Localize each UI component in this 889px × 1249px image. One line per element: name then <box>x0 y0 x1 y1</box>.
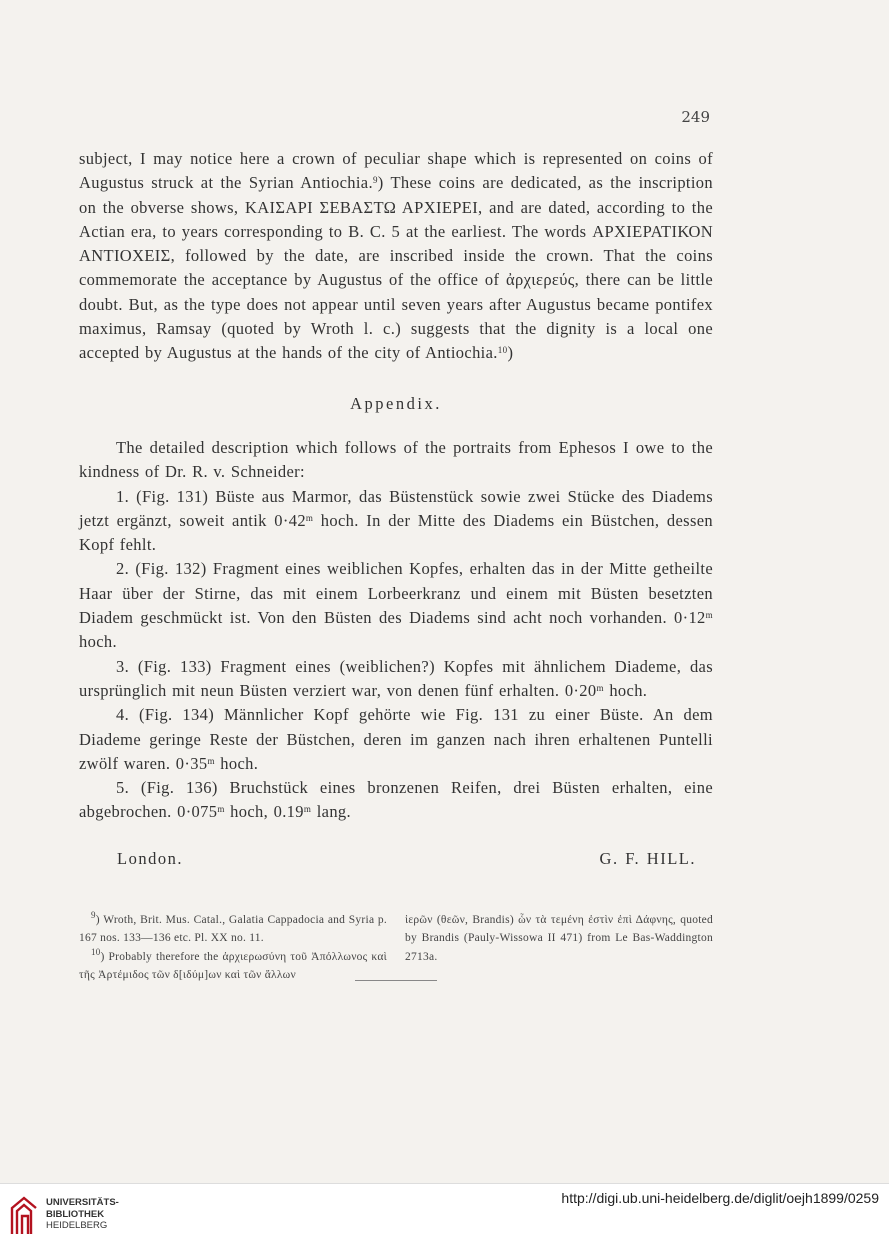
footnote-ref-10[interactable]: 10 <box>497 345 508 356</box>
appendix-intro: The detailed description which follows of the portraits from Ephesos I owe to the kindness of Dr. R. v. Schneider: <box>79 437 713 482</box>
signature-line <box>79 847 713 871</box>
unit-marker: m <box>705 610 713 621</box>
appendix-item-2 <box>79 557 713 654</box>
footnote-9 <box>79 911 387 948</box>
unit-marker: m <box>207 755 215 766</box>
footnotes-left-column <box>79 911 387 984</box>
item-5-text: 5. (Fig. 136) Bruchstück eines bronzenen Reifen, drei Büsten erhalten, eine abgebrochen. 0·075 <box>79 778 713 822</box>
library-logo-icon[interactable] <box>8 1194 40 1238</box>
footnote-9-number: 9 <box>91 910 96 920</box>
signature-author: G. F. HILL. <box>599 848 696 868</box>
footnote-ref-9[interactable]: 9 <box>372 175 378 186</box>
appendix-heading: Appendix. <box>350 393 442 413</box>
main-paragraph-text-3: ) <box>507 343 514 363</box>
footnotes <box>79 911 713 984</box>
footnote-10 <box>79 948 387 985</box>
item-4-text-end: hoch. <box>214 753 259 773</box>
footnote-10-continued: ἱερῶν (θεῶν, Brandis) ὧν τὰ τεμένη ἐστὶν ἐπὶ Δάφνης, quoted by Brandis (Pauly-Wissowa II 471) from Le Bas-Waddington 2713a. <box>405 914 713 963</box>
main-paragraph-text-1: subject, I may notice here a crown of peculiar shape which is represented on coins of Augustus struck at the Syrian Antiochia. <box>79 149 713 193</box>
end-rule <box>355 980 437 981</box>
item-3-text-end: hoch. <box>603 680 648 700</box>
main-paragraph <box>79 147 713 366</box>
item-5-text-end: lang. <box>311 802 352 822</box>
unit-marker: m <box>217 804 225 815</box>
document-url-link[interactable]: http://digi.ub.uni-heidelberg.de/diglit/oejh1899/0259 <box>561 1190 879 1206</box>
item-3-text: 3. (Fig. 133) Fragment eines (weiblichen?) Kopfes mit ähnlichem Diademe, das ursprünglich mit neun Büsten verziert war, von denen fünf erhalten. 0·20 <box>79 656 713 700</box>
library-name-line-1: UNIVERSITÄTS- <box>46 1197 119 1208</box>
page-number: 249 <box>681 108 710 126</box>
footnote-10-number: 10 <box>91 946 101 957</box>
item-2-text-end: hoch. <box>79 632 117 652</box>
footnotes-right-column <box>405 911 713 984</box>
item-1-text-end: hoch. In der Mitte des Diadems ein Büstchen, dessen Kopf fehlt. <box>79 510 713 555</box>
footnote-9-text: ) Wroth, Brit. Mus. Catal., Galatia Cappadocia and Syria p. 167 nos. 133—136 etc. Pl. XX no. 11. <box>79 914 387 945</box>
appendix-item-3 <box>79 655 713 704</box>
unit-marker: m <box>305 512 314 523</box>
item-4-text: 4. (Fig. 134) Männlicher Kopf gehörte wie Fig. 131 zu einer Büste. An dem Diademe geringe Reste der Büstchen, deren im ganzen nach ihren erhaltenen Puntelli zwölf waren. 0·35 <box>79 705 713 773</box>
unit-marker: m <box>303 804 312 815</box>
item-5-text-mid: hoch, 0.19 <box>224 802 304 822</box>
appendix-item-1 <box>79 485 713 558</box>
item-2-text: 2. (Fig. 132) Fragment eines weiblichen Kopfes, erhalten das in der Mitte getheilte Haar über der Stirne, das mit einem Lorbeerkranz und einem mit Büsten besetzten Diadem geschmückt ist. Von den Büsten des Diadems sind acht noch vorhanden. 0·12 <box>79 559 713 628</box>
item-1-text: 1. (Fig. 131) Büste aus Marmor, das Büstenstück sowie zwei Stücke des Diadems jetzt ergänzt, soweit antik 0·42 <box>79 486 713 530</box>
signature-place: London. <box>117 848 183 868</box>
library-name-line-3: HEIDELBERG <box>46 1220 108 1231</box>
footnote-10-text: ) Probably therefore the ἀρχιερωσύνη τοῦ Ἀπόλλωνος καὶ τῆς Ἀρτέμιδος τῶν δ[ιδύμ]ων καὶ τῶν ἄλλων <box>79 950 387 981</box>
body-text <box>79 147 713 871</box>
unit-marker: m <box>596 682 604 693</box>
library-name[interactable] <box>46 1197 119 1232</box>
appendix-item-5 <box>79 776 713 825</box>
appendix-item-4 <box>79 703 713 776</box>
library-name-line-2: BIBLIOTHEK <box>46 1208 105 1220</box>
main-paragraph-text-2: ) These coins are dedicated, as the inscription on the obverse shows, ΚΑΙΣΑΡΙ ΣΕΒΑΣΤΩ ΑΡΧΙΕΡΕΙ, and are dated, according to the Actian era, to years corresponding to B. C. 5 at the earliest. The words ΑΡΧΙΕΡΑΤΙΚΟΝ ΑΝΤΙΟΧΕΙΣ, followed by the date, are inscribed inside the crown. That the coins commemorate the acceptance by Augustus of the office of ἀρχιερεύς, there can be little doubt. But, as the type does not appear until seven years after Augustus became pontifex maximus, Ramsay (quoted by Wroth l. c.) suggests that the dignity is a local one accepted by Augustus at the hands of the city of Antiochia. <box>79 173 713 363</box>
